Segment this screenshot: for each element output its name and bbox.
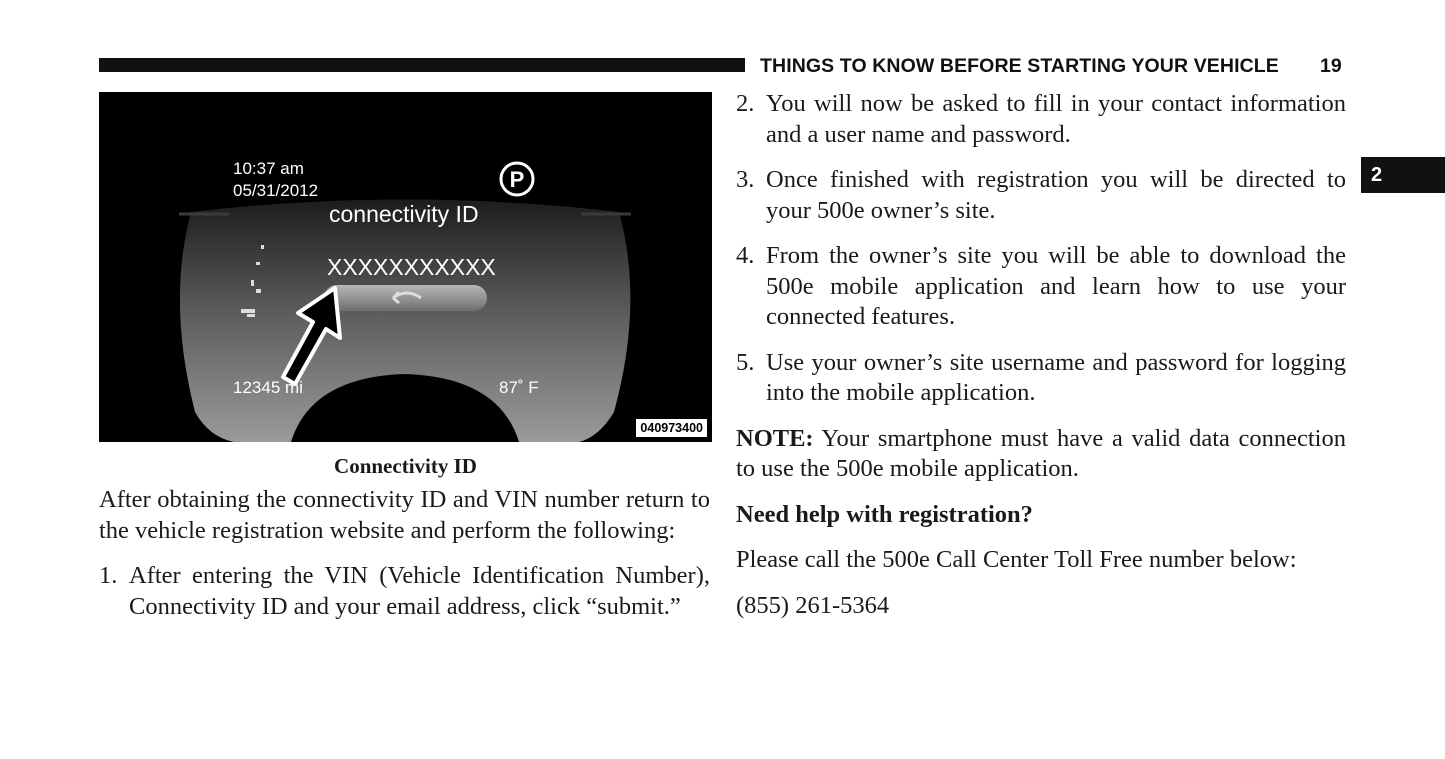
page-number: 19 xyxy=(1320,55,1342,77)
phone-number: (855) 261-5364 xyxy=(736,591,890,619)
display-temperature: 87˚ F xyxy=(499,378,539,397)
step-number: 1. xyxy=(99,562,118,589)
left-column xyxy=(99,485,710,637)
cluster-display-illustration xyxy=(99,92,712,442)
figure-caption: Connectivity ID xyxy=(334,454,477,478)
step-number: 5. xyxy=(736,348,755,376)
return-button-bar xyxy=(324,285,487,311)
step-text: After entering the VIN (Vehicle Identification Number), Connectivity ID and your email address, click “submit.” xyxy=(129,562,710,620)
display-odometer: 12345 mi xyxy=(233,378,303,397)
cluster-display-figure xyxy=(99,92,712,442)
right-column xyxy=(736,89,1346,636)
step-number: 2. xyxy=(736,90,755,117)
display-date: 05/31/2012 xyxy=(233,181,319,200)
help-heading: Need help with registration? xyxy=(736,500,1033,528)
step-item xyxy=(99,561,710,622)
intro-paragraph: After obtaining the connectivity ID and VIN number return to the vehicle registration website and perform the following: xyxy=(99,486,710,544)
park-indicator-letter: P xyxy=(509,167,525,192)
step-text: Once finished with registration you will be directed to your 500e owner’s site. xyxy=(766,166,1346,224)
note-text: Your smartphone must have a valid data connection to use the 500e mobile application. xyxy=(736,424,1346,482)
header-rule xyxy=(99,58,745,72)
step-item xyxy=(736,241,1346,333)
note-paragraph xyxy=(736,424,1346,485)
running-header-title: THINGS TO KNOW BEFORE STARTING YOUR VEHICLE xyxy=(760,55,1279,77)
display-time: 10:37 am xyxy=(233,159,304,178)
step-text: You will now be asked to fill in your contact information and a user name and password. xyxy=(766,90,1346,148)
note-label: NOTE: xyxy=(736,424,814,452)
chapter-tab: 2 xyxy=(1361,157,1445,193)
display-heading: connectivity ID xyxy=(329,201,479,227)
step-item xyxy=(736,165,1346,226)
figure-number: 040973400 xyxy=(635,418,708,438)
display-id-value: XXXXXXXXXXX xyxy=(327,254,496,280)
step-text: From the owner’s site you will be able to download the 500e mobile application and learn how to use your connected features. xyxy=(766,242,1346,330)
step-item xyxy=(736,348,1346,409)
help-text: Please call the 500e Call Center Toll Free number below: xyxy=(736,546,1297,573)
step-number: 4. xyxy=(736,242,755,269)
step-item xyxy=(736,89,1346,150)
step-number: 3. xyxy=(736,166,755,193)
step-text: Use your owner’s site username and password for logging into the mobile application. xyxy=(766,348,1346,406)
